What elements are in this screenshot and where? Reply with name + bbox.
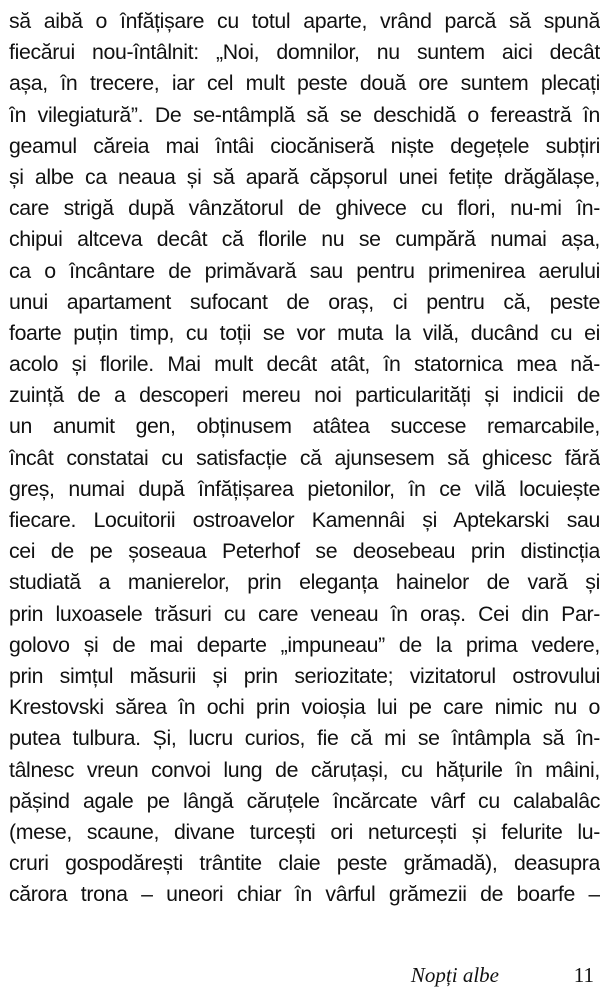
- text-line: prin luxoasele trăsuri cu care veneau în oraș. Cei din Par-: [9, 601, 600, 626]
- text-line: un anumit gen, obținusem atâtea succese remarcabile,: [9, 414, 600, 439]
- text-line: cei de pe șoseaua Peterhof se deosebeau prin distincția: [9, 539, 600, 564]
- text-line: Krestovski sărea în ochi prin voioșia lui pe care nimic nu o: [9, 695, 600, 720]
- text-line: zuință de a descoperi mereu noi particularități și indicii de: [9, 383, 600, 408]
- text-line: tâlnesc vreun convoi lung de căruțași, cu hățurile în mâini,: [9, 757, 600, 782]
- text-line: și albe ca neaua și să apară căpșorul unei fetițe drăgălașe,: [9, 164, 600, 189]
- text-line: (mese, scaune, divane turcești ori neturcești și felurite lu-: [9, 819, 600, 844]
- text-line: să aibă o înfățișare cu totul aparte, vrând parcă să spună: [9, 9, 600, 33]
- text-line: prin simțul măsurii și prin seriozitate; vizitatorul ostrovului: [9, 663, 600, 688]
- text-line: golovo și de mai departe „impuneau” de la prima vedere,: [9, 632, 600, 657]
- text-line: ca o încântare de primăvară sau pentru primenirea aerului: [9, 258, 600, 283]
- text-line: cruri gospodărești trântite claie peste grămadă), deasupra: [9, 851, 600, 876]
- text-line: greș, numai după înfățișarea pietonilor, în ce vilă locuiește: [9, 476, 600, 501]
- body-text: [9, 6, 600, 910]
- page-footer: [0, 963, 614, 993]
- text-line: fiecare. Locuitorii ostroavelor Kamennâi și Aptekarski sau: [9, 508, 600, 532]
- text-line: unui apartament sufocant de oraș, ci pentru că, peste: [9, 289, 600, 314]
- text-line: în vilegiatură”. De se-ntâmplă să se deschidă o fereastră în: [9, 102, 600, 127]
- text-line: chipui altceva decât că florile nu se cumpără numai așa,: [9, 227, 600, 252]
- text-line: cărora trona – uneori chiar în vârful grămezii de boarfe –: [9, 882, 600, 907]
- text-line: studiată a manierelor, prin eleganța hainelor de vară și: [9, 570, 600, 595]
- text-line: acolo și florile. Mai mult decât atât, în statornica mea nă-: [9, 352, 600, 377]
- text-line: pășind agale pe lângă căruțele încărcate vârf cu calabalâc: [9, 788, 600, 813]
- text-line: fiecărui nou-întâlnit: „Noi, domnilor, nu suntem aici decât: [9, 40, 600, 65]
- text-line: care strigă după vânzătorul de ghivece cu flori, nu-mi în-: [9, 196, 600, 221]
- page-number: 11: [573, 963, 594, 987]
- text-line: putea tulbura. Și, lucru curios, fie că mi se întâmpla să în-: [9, 726, 600, 751]
- running-title: Nopți albe: [410, 963, 499, 987]
- text-line: așa, în trecere, iar cel mult peste două ore suntem plecați: [9, 71, 600, 96]
- text-line: încât constatai cu satisfacție că ajunsesem să ghicesc fără: [9, 445, 600, 470]
- text-line: foarte puțin timp, cu toții se vor muta la vilă, ducând cu ei: [9, 320, 600, 345]
- text-line: geamul căreia mai întâi ciocăniseră niște degețele subțiri: [9, 133, 600, 158]
